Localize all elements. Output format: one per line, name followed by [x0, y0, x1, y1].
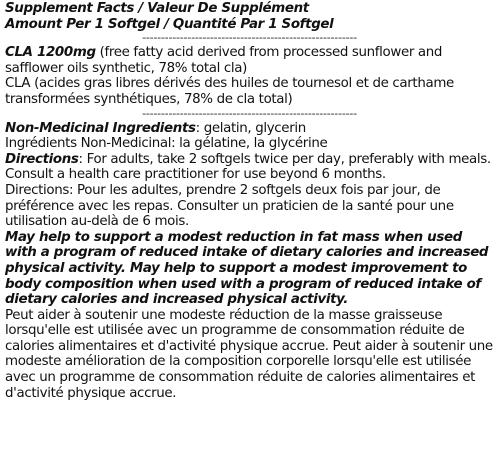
- non-medicinal-fr: Ingrédients Non-Medicinal: la gélatine, la glycérine: [5, 136, 328, 152]
- title-line-2: Amount Per 1 Softgel / Quantité Par 1 Softgel: [5, 16, 334, 32]
- divider-top: ---------------------------------------------------------: [142, 32, 357, 45]
- directions-text-en: : For adults, take 2 softgels twice per day, preferably with meals. Consult a health care practitioner for use beyond 6 months.: [5, 151, 491, 183]
- non-medicinal-en: [5, 121, 494, 137]
- cla-ingredient-fr: CLA (acides gras libres dérivés des huiles de tournesol et de carthame transformées synthétiques, 78% de cla total): [5, 76, 454, 107]
- title-line-1: Supplement Facts / Valeur De Supplément: [5, 1, 309, 16]
- directions-label: Directions: [5, 151, 79, 167]
- non-medicinal-value: : gelatin, glycerin: [195, 120, 306, 136]
- non-medicinal-label: Non-Medicinal Ingredients: [5, 120, 196, 136]
- cla-name: CLA 1200mg: [5, 45, 96, 61]
- directions-fr: Directions: Pour les adultes, prendre 2 softgels deux fois par jour, de préférence avec les repas. Consulter un praticien de la santé pour une utilisation au-delà de 6 mois.: [5, 182, 454, 230]
- divider-bottom: ---------------------------------------------------------: [142, 107, 357, 120]
- directions-en: [5, 152, 494, 183]
- cla-description-en: (free fatty acid derived from processed sunflower and safflower oils synthetic, 78% total cla): [5, 45, 443, 76]
- cla-ingredient-en: [5, 45, 494, 76]
- claims-en: May help to support a modest reduction in fat mass when used with a program of reduced intake of dietary calories and increased physical activity. May help to support a modest improvement to body composition when used with a program of reduced intake of dietary calories and increased physical activity.: [5, 229, 489, 308]
- claims-fr: Peut aider à soutenir une modeste réduction de la masse graisseuse lorsqu'elle est utilisée avec un programme de consommation réduite de calories alimentaires et d'activité physique accrue. Peut aider à soutenir une modeste amélioration de la composition corporelle lorsqu'elle est utilisée avec un programme de consommation réduite de calories alimentaires et d'activité physique accrue.: [5, 307, 493, 401]
